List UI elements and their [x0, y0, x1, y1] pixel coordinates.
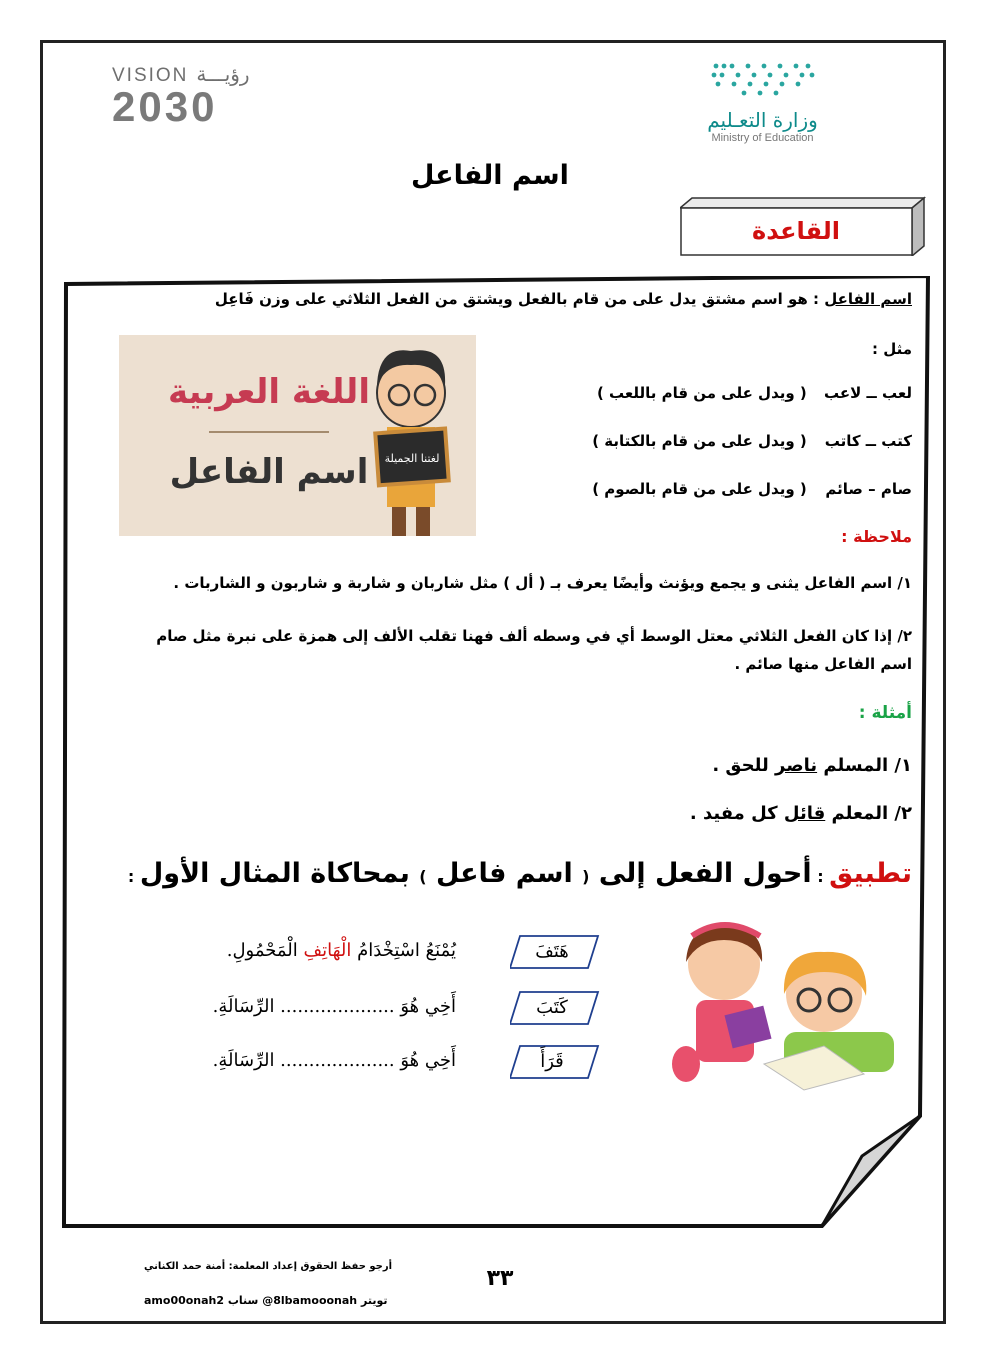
examples-label: أمثلة :: [858, 703, 912, 723]
exercise-pre: يُمْنَعُ اسْتِخْدَامُ: [351, 940, 456, 961]
example-pair: لعب ــ لاعب: [824, 384, 912, 402]
application-mid: اسم فاعل: [426, 858, 583, 889]
ministry-name-ar: وزارة التعـليم: [707, 108, 818, 132]
vision-label-ar: رؤيـــة: [196, 62, 250, 86]
sentence-underlined: قائل: [783, 803, 826, 824]
note-1: ١/ اسم الفاعل يثنى و يجمع ويؤنث وأيضًا يعرف بـ ( أل ) مثل شاربان و شاربة و شاربون و الشاربات .: [173, 574, 912, 592]
picture-subtitle: اسم الفاعل: [169, 452, 369, 492]
example-meaning: ( ويدل على من قام بالصوم ): [592, 480, 807, 498]
verb-text: هَتَفَ: [535, 940, 569, 962]
footer-social: تويتر 8lbamooonah@ سناب amo00onah2: [144, 1294, 388, 1307]
picture-title: اللغة العربية: [168, 372, 370, 412]
application-text: أحول الفعل إلى: [589, 858, 812, 889]
application-paren-open: (: [582, 867, 590, 886]
sentence-post: كل مفيد .: [689, 803, 784, 824]
example-sentence-1: [712, 755, 912, 776]
example-sentence-2: [690, 803, 912, 824]
arabic-language-picture: [119, 335, 476, 536]
example-meaning: ( ويدل على من قام باللعب ): [596, 384, 807, 402]
example-pair: صام – صائم: [825, 480, 912, 498]
exercise-pre: أَخِي هُوَ .................... الرِّسَالَةِ.: [212, 1050, 456, 1071]
exercise-pre: أَخِي هُوَ .................... الرِّسَالَةِ.: [212, 996, 456, 1017]
verb-box: [510, 990, 594, 1024]
sentence-underlined: ناصر: [775, 755, 818, 776]
application-colon: :: [811, 867, 830, 886]
verb-text: قَرَأَ: [540, 1050, 564, 1072]
example-label: مثل :: [871, 340, 912, 358]
note-2: ٢/ إذا كان الفعل الثلاثي معتل الوسط أي في وسطه ألف فهنا تقلب الألف إلى همزة على نبرة مثل صام اسم الفاعل منها صائم .: [156, 627, 912, 673]
vision-2030-logo: [112, 62, 272, 128]
vision-label: VISION: [112, 65, 189, 86]
vision-year: 2030: [112, 83, 218, 130]
example-row: [592, 432, 912, 450]
ministry-dots-icon: [708, 60, 818, 100]
definition-body: هو اسم مشتق يدل على من قام بالفعل ويشتق من الفعل الثلاثي على وزن فَاعِل: [214, 290, 808, 308]
example-row: [597, 384, 912, 402]
ministry-logo: [680, 60, 845, 155]
verb-box: [510, 1044, 594, 1078]
application-text-2: بمحاكاة المثال الأول: [139, 858, 420, 889]
example-row: [592, 480, 912, 498]
application-paren-close: ): [419, 867, 427, 886]
application-colon-2: :: [127, 867, 140, 886]
definition-colon: :: [807, 290, 825, 308]
note-label: ملاحظة :: [841, 527, 912, 546]
definition-term: اسم الفاعل: [824, 290, 912, 308]
kids-reading-illustration: [664, 914, 919, 1092]
example-pair: كتب ــ كاتب: [824, 432, 912, 450]
picture-sign-text: لغتنا الجميلة: [384, 452, 440, 465]
exercise-post: الْمَحْمُولِ.: [226, 940, 304, 961]
rule-box: [680, 206, 912, 256]
exercise-sentence: [213, 1050, 456, 1071]
sentence-post: للحق .: [712, 755, 775, 776]
exercise-sentence: [213, 996, 456, 1017]
rule-label: القاعدة: [752, 217, 840, 245]
page-title: اسم الفاعل: [411, 160, 569, 191]
exercise-sentence: [227, 940, 456, 961]
verb-text: كَتَبَ: [536, 996, 568, 1018]
footer-credit: أرجو حفظ الحقوق إعداد المعلمة: أمنة حمد الكناني: [144, 1261, 393, 1272]
verb-box: [510, 934, 594, 968]
sentence-pre: ٢/ المعلم: [825, 803, 912, 824]
application-word: تطبيق: [829, 858, 912, 889]
exercise-highlight: الْهَاتِفِ: [303, 940, 352, 961]
application-heading: [128, 858, 912, 889]
example-meaning: ( ويدل على من قام بالكتابة ): [592, 432, 807, 450]
definition: [215, 290, 912, 308]
sentence-pre: ١/ المسلم: [817, 755, 912, 776]
ministry-name-en: Ministry of Education: [711, 132, 814, 144]
page-number: ٣٣: [486, 1266, 514, 1291]
